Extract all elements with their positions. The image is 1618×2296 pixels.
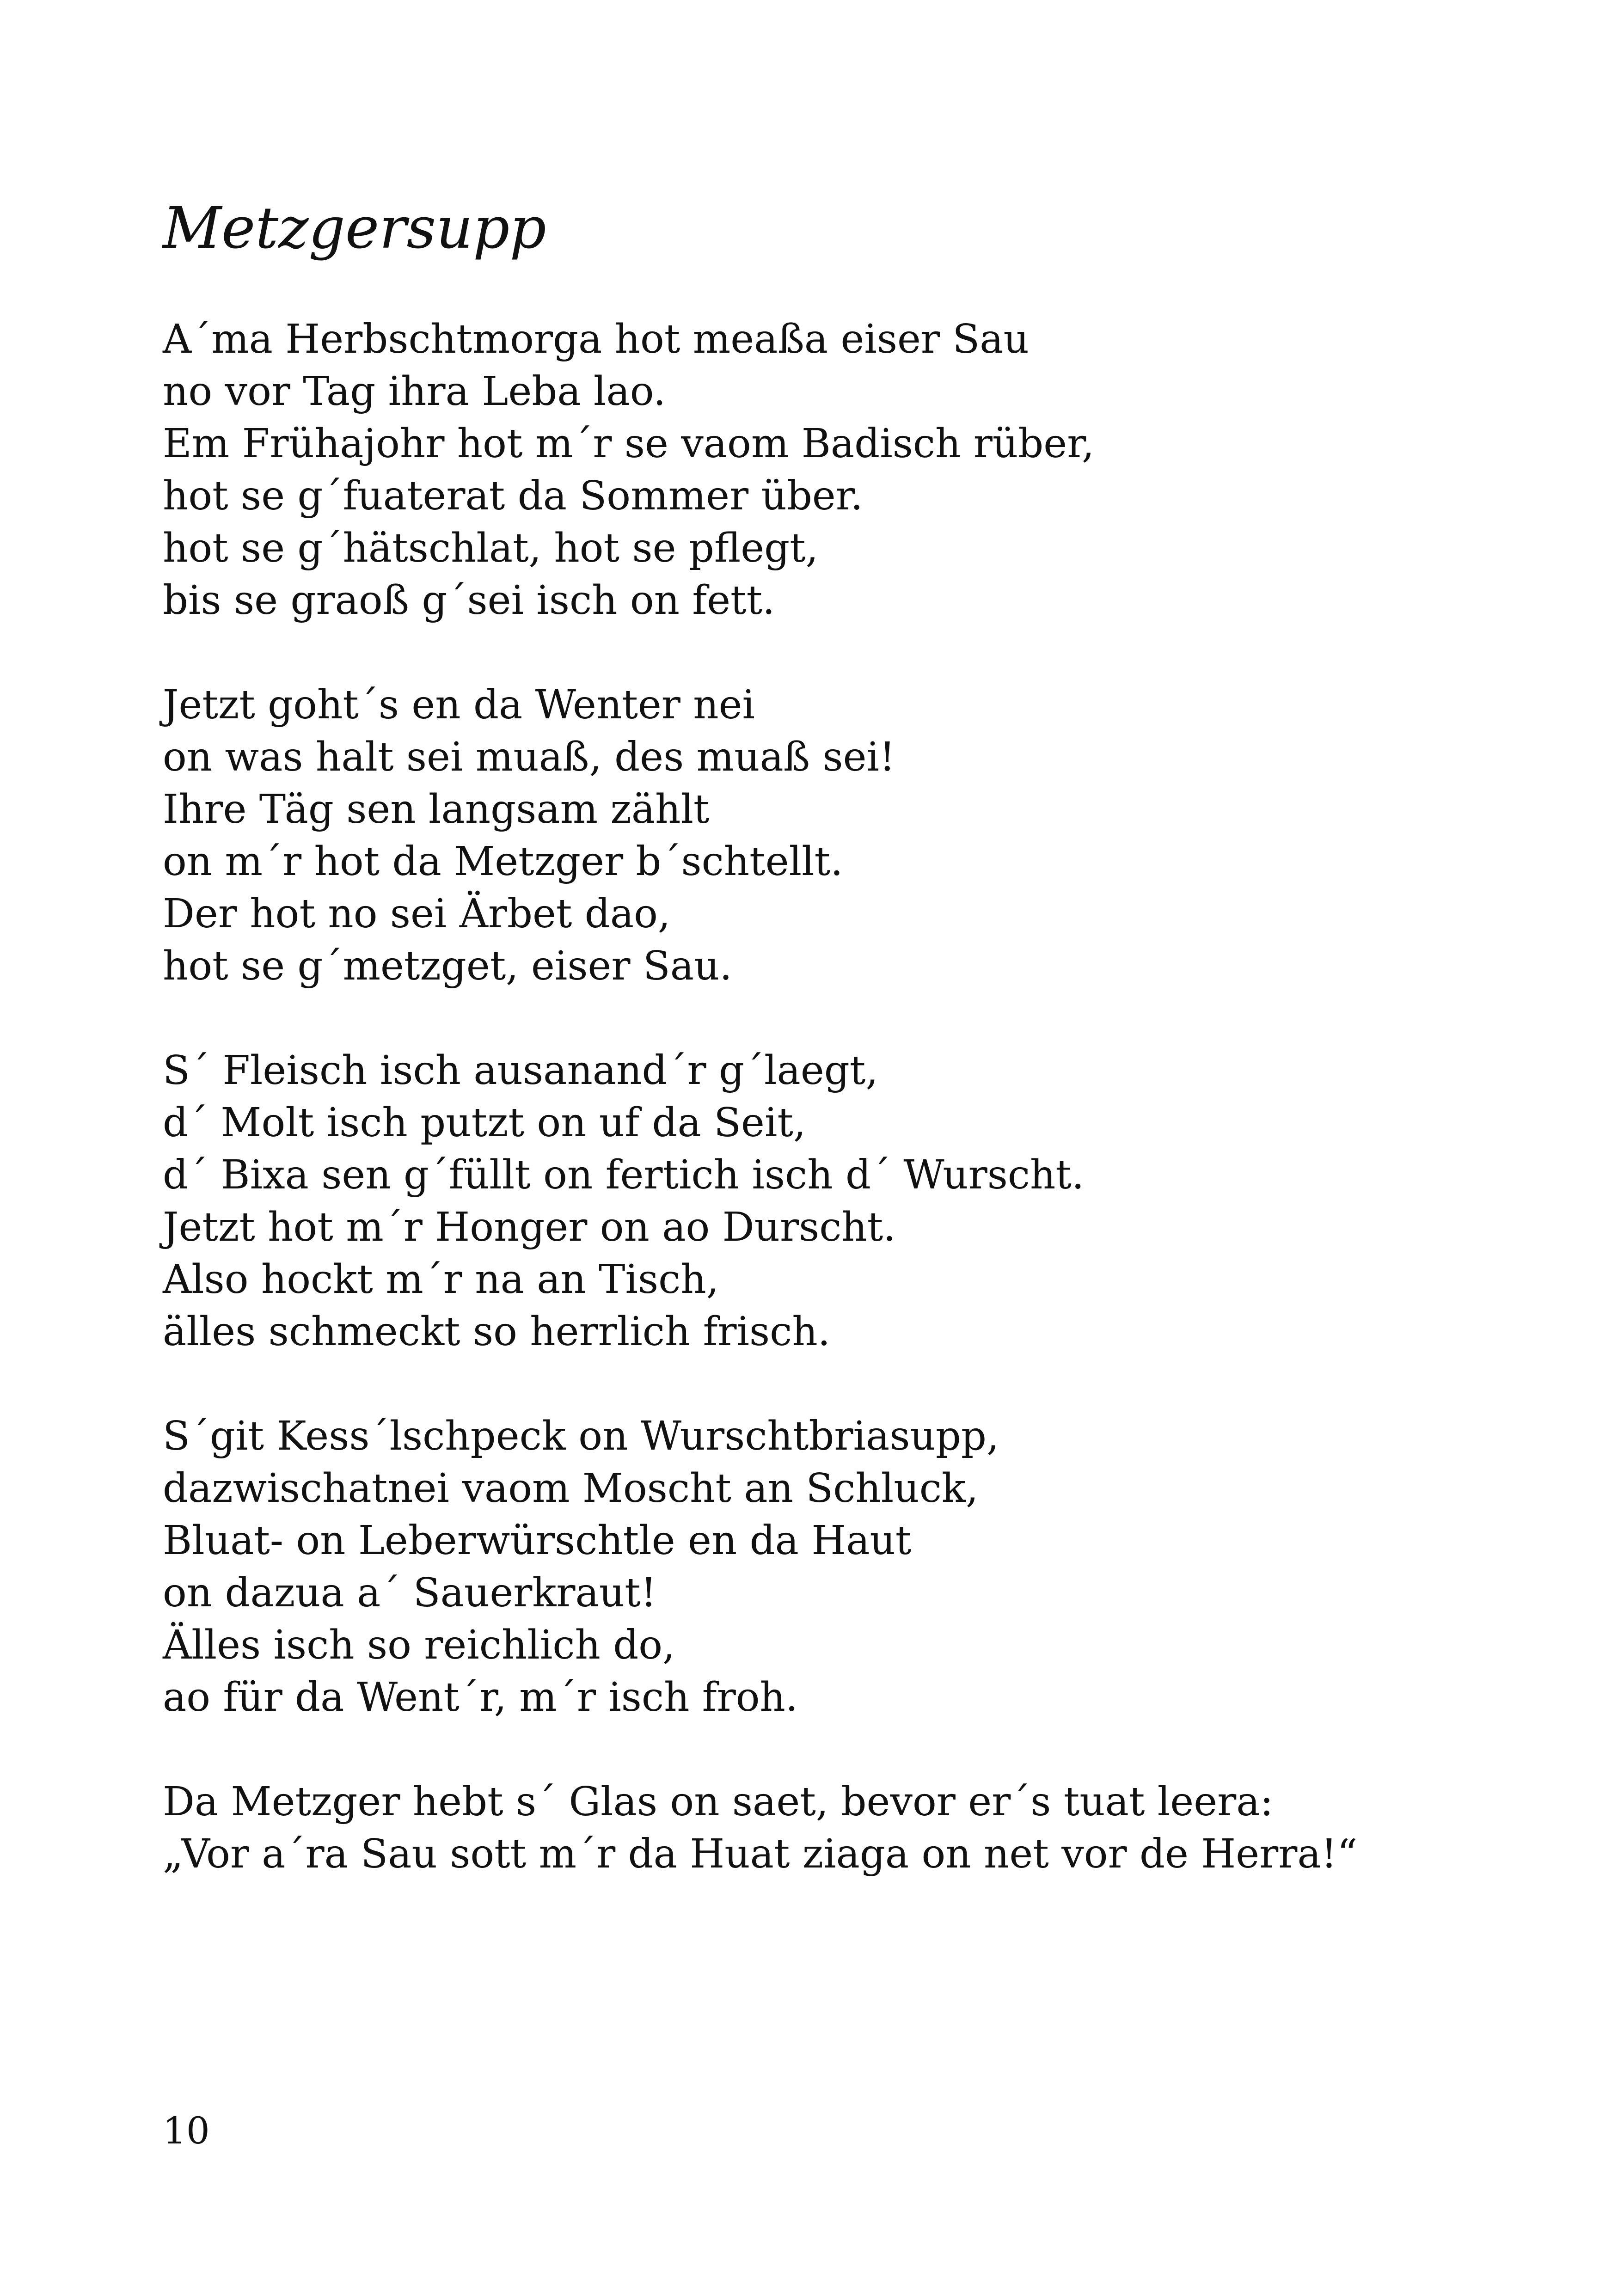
poem-line: Der hot no sei Ärbet dao, (163, 891, 671, 937)
poem-line: d´ Bixa sen g´füllt on fertich isch d´ Wurscht. (163, 1152, 1085, 1198)
stanza (163, 1045, 1550, 1358)
poem-line: dazwischatnei vaom Moscht an Schluck, (163, 1465, 979, 1512)
poem-line: S´git Kess´lschpeck on Wurschtbriasupp, (163, 1413, 999, 1459)
poem-line: d´ Molt isch putzt on uf da Seit, (163, 1100, 806, 1146)
stanza (163, 1410, 1550, 1724)
poem-title: Metzgersupp (163, 195, 546, 262)
poem-line: S´ Fleisch isch ausanand´r g´laegt, (163, 1047, 878, 1094)
poem-line: no vor Tag ihra Leba lao. (163, 368, 666, 415)
poem-line: A´ma Herbschtmorga hot meaßa eiser Sau (163, 316, 1029, 362)
poem-line: Also hockt m´r na an Tisch, (163, 1256, 719, 1303)
poem-line: Jetzt goht´s en da Wenter nei (163, 682, 755, 728)
poem-line: hot se g´fuaterat da Sommer über. (163, 473, 863, 519)
stanza (163, 313, 1550, 627)
page-number: 10 (163, 2109, 210, 2152)
poem-line: ao für da Went´r, m´r isch froh. (163, 1674, 798, 1720)
poem-line: on dazua a´ Sauerkraut! (163, 1570, 657, 1616)
stanza (163, 1776, 1550, 1880)
stanza (163, 679, 1550, 992)
poem-line: „Vor a´ra Sau sott m´r da Huat ziaga on net vor de Herra!“ (163, 1831, 1358, 1877)
poem-body (163, 313, 1550, 1933)
poem-line: hot se g´metzget, eiser Sau. (163, 943, 732, 989)
poem-line: Älles isch so reichlich do, (163, 1622, 675, 1668)
poem-line: Da Metzger hebt s´ Glas on saet, bevor er´s tuat leera: (163, 1779, 1274, 1825)
poem-line: on was halt sei muaß, des muaß sei! (163, 734, 895, 780)
poem-line: bis se graoß g´sei isch on fett. (163, 577, 775, 624)
poem-line: Em Frühajohr hot m´r se vaom Badisch rüber, (163, 421, 1095, 467)
poem-line: Bluat- on Leberwürschtle en da Haut (163, 1518, 912, 1564)
poem-line: Jetzt hot m´r Honger on ao Durscht. (163, 1204, 896, 1250)
poem-line: Ihre Täg sen langsam zählt (163, 786, 710, 833)
poem-line: älles schmeckt so herrlich frisch. (163, 1309, 831, 1355)
poem-line: on m´r hot da Metzger b´schtellt. (163, 839, 843, 885)
poem-line: hot se g´hätschlat, hot se pflegt, (163, 525, 819, 571)
